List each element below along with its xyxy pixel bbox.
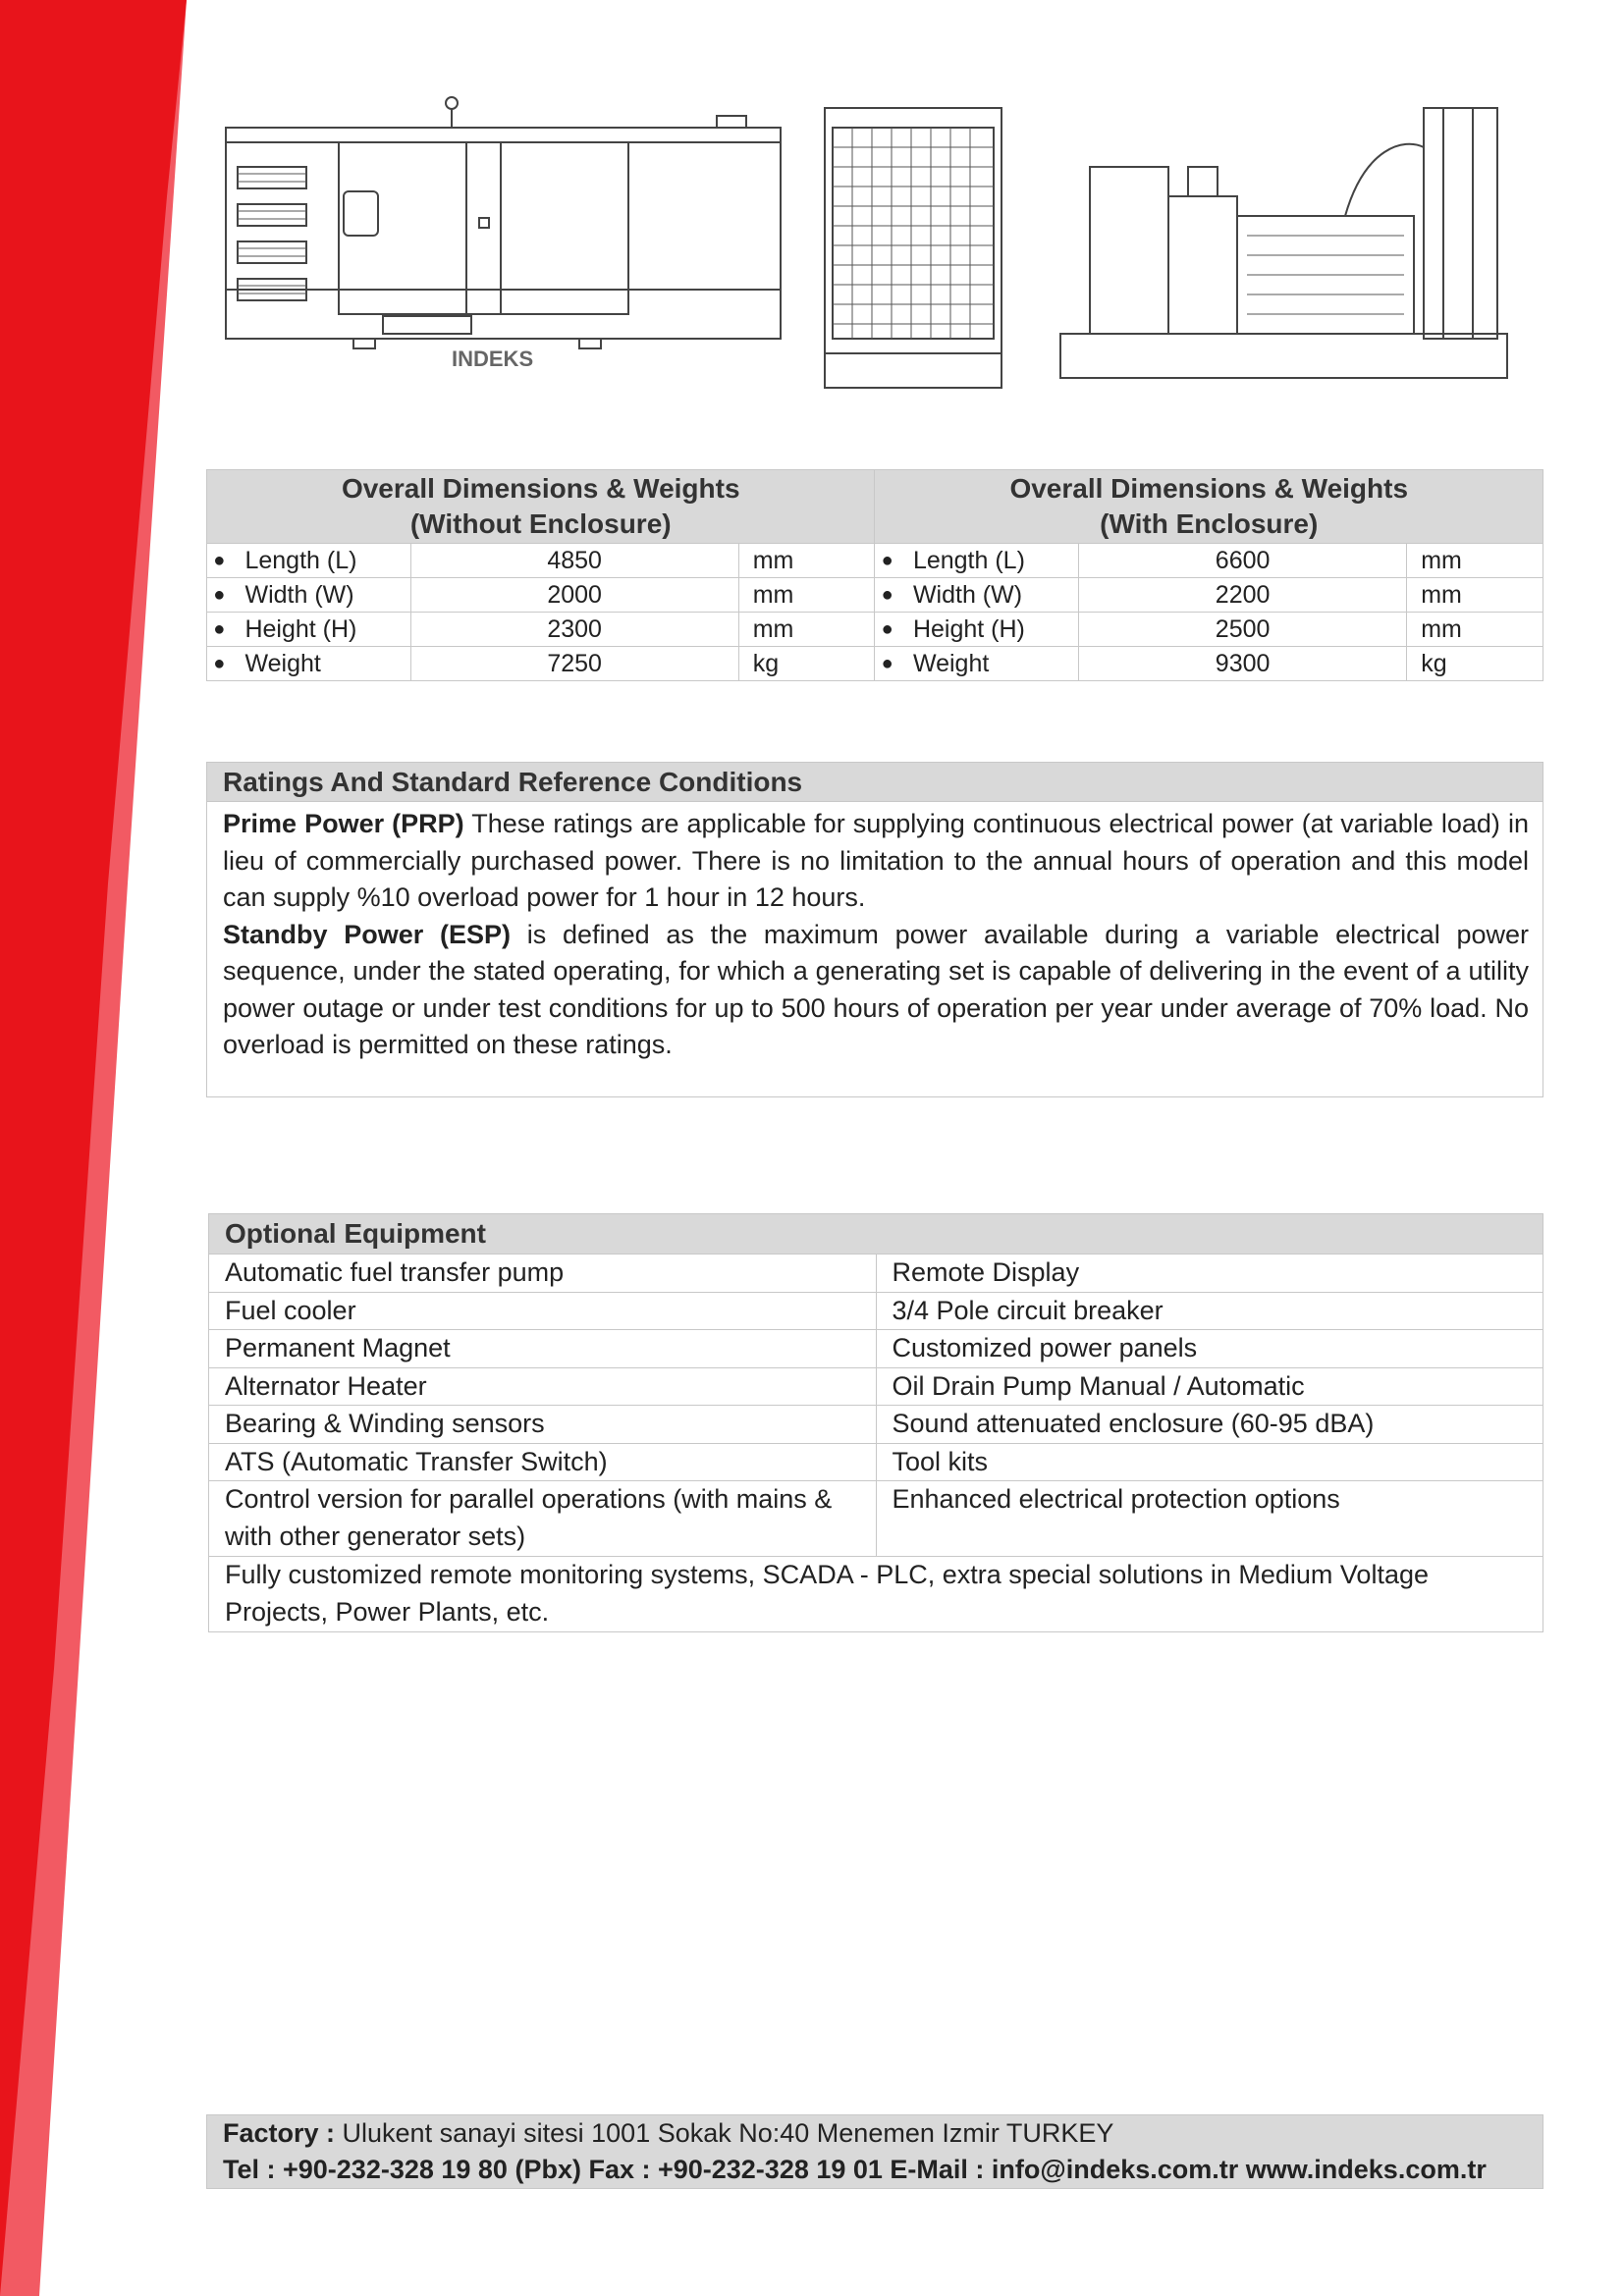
option-item: Fuel cooler [209,1292,877,1330]
option-item: Bearing & Winding sensors [209,1406,877,1444]
bullet-icon: ● [875,613,899,647]
dim-value: 6600 [1079,544,1407,578]
dim-unit: mm [1407,544,1543,578]
footer-contact-line [223,2152,1543,2188]
footer-factory-line [223,2115,1543,2152]
option-item: Control version for parallel operations (with mains & with other generator sets) [209,1481,877,1557]
bullet-icon: ● [875,544,899,578]
prime-power-label: Prime Power (PRP) [223,809,464,838]
dim-unit: mm [1407,578,1543,613]
dim-label: Width (W) [899,578,1079,613]
table-row [209,1255,1543,1293]
option-item: ATS (Automatic Transfer Switch) [209,1443,877,1481]
dim-with-header [875,470,1543,544]
bullet-icon: ● [875,578,899,613]
option-item: Remote Display [876,1255,1543,1293]
dim-without-header [207,470,875,544]
ratings-section [206,762,1543,1097]
ratings-title: Ratings And Standard Reference Conditions [207,763,1543,802]
radiator-end-view [815,88,1011,412]
dim-without-title: Overall Dimensions & Weights [341,473,740,504]
table-row [207,578,1543,613]
dim-label: Length (L) [899,544,1079,578]
open-set-side-view [1051,88,1512,412]
factory-address: Ulukent sanayi sitesi 1001 Sokak No:40 Menemen Izmir TURKEY [335,2118,1114,2148]
dim-unit: kg [1407,647,1543,681]
dim-without-subtitle: (Without Enclosure) [409,508,672,539]
dim-value: 2500 [1079,613,1407,647]
dim-unit: mm [738,578,875,613]
dim-value: 2200 [1079,578,1407,613]
table-row [209,1443,1543,1481]
option-item: Customized power panels [876,1330,1543,1368]
optional-equipment-table [208,1213,1543,1632]
generator-drawings [216,88,1532,422]
dim-unit: mm [1407,613,1543,647]
option-item-full: Fully customized remote monitoring systems, SCADA - PLC, extra special solutions in Medium Voltage Projects, Power Plants, etc. [209,1557,1543,1632]
table-row [209,1406,1543,1444]
table-row [209,1330,1543,1368]
option-item: Permanent Magnet [209,1330,877,1368]
bullet-icon: ● [207,647,232,681]
table-row [209,1557,1543,1632]
dim-value: 2000 [410,578,738,613]
table-row [209,1367,1543,1406]
dim-label: Weight [231,647,410,681]
bullet-icon: ● [207,613,232,647]
dim-unit: mm [738,544,875,578]
dim-value: 2300 [410,613,738,647]
ratings-body [207,802,1543,1064]
contact-details: Tel : +90-232-328 19 80 (Pbx) Fax : +90-232-328 19 01 E-Mail : info@indeks.com.tr www.indeks.com.tr [223,2155,1487,2184]
optional-equipment-title: Optional Equipment [209,1214,1543,1255]
option-item: Alternator Heater [209,1367,877,1406]
dim-with-subtitle: (With Enclosure) [1100,508,1319,539]
dim-with-title: Overall Dimensions & Weights [1009,473,1409,504]
bullet-icon: ● [207,544,232,578]
table-row [207,544,1543,578]
option-item: Sound attenuated enclosure (60-95 dBA) [876,1406,1543,1444]
red-side-band [0,0,196,2296]
option-item: Enhanced electrical protection options [876,1481,1543,1557]
enclosure-front-view [216,88,785,412]
dim-label: Width (W) [231,578,410,613]
dim-unit: mm [738,613,875,647]
factory-label: Factory : [223,2118,336,2148]
dimensions-table [206,469,1543,681]
dim-value: 7250 [410,647,738,681]
table-row [207,647,1543,681]
bullet-icon: ● [875,647,899,681]
table-row [209,1481,1543,1557]
bullet-icon: ● [207,578,232,613]
standby-power-text: is defined as the maximum power available during a variable electrical power sequence, under the stated operating, for which a generating set is capable of delivering in the event of a utility power outage or under test conditions for up to 500 hours of operation per year under average of 70% load. No overload is permitted on these ratings. [223,919,1529,1059]
dim-label: Length (L) [231,544,410,578]
dim-label: Height (H) [231,613,410,647]
indeks-logo: INDEKS [452,347,534,371]
dim-value: 9300 [1079,647,1407,681]
option-item: 3/4 Pole circuit breaker [876,1292,1543,1330]
standby-power-label: Standby Power (ESP) [223,919,512,949]
table-row [209,1292,1543,1330]
dim-value: 4850 [410,544,738,578]
prime-power-text: These ratings are applicable for supplying continuous electrical power (at variable load) in lieu of commercially purchased power. There is no limitation to the annual hours of operation and this model can supply %10 overload power for 1 hour in 12 hours. [223,809,1529,912]
dim-unit: kg [738,647,875,681]
dim-label: Weight [899,647,1079,681]
dim-label: Height (H) [899,613,1079,647]
table-row [207,613,1543,647]
option-item: Oil Drain Pump Manual / Automatic [876,1367,1543,1406]
option-item: Automatic fuel transfer pump [209,1255,877,1293]
option-item: Tool kits [876,1443,1543,1481]
footer-contact [206,2114,1543,2189]
